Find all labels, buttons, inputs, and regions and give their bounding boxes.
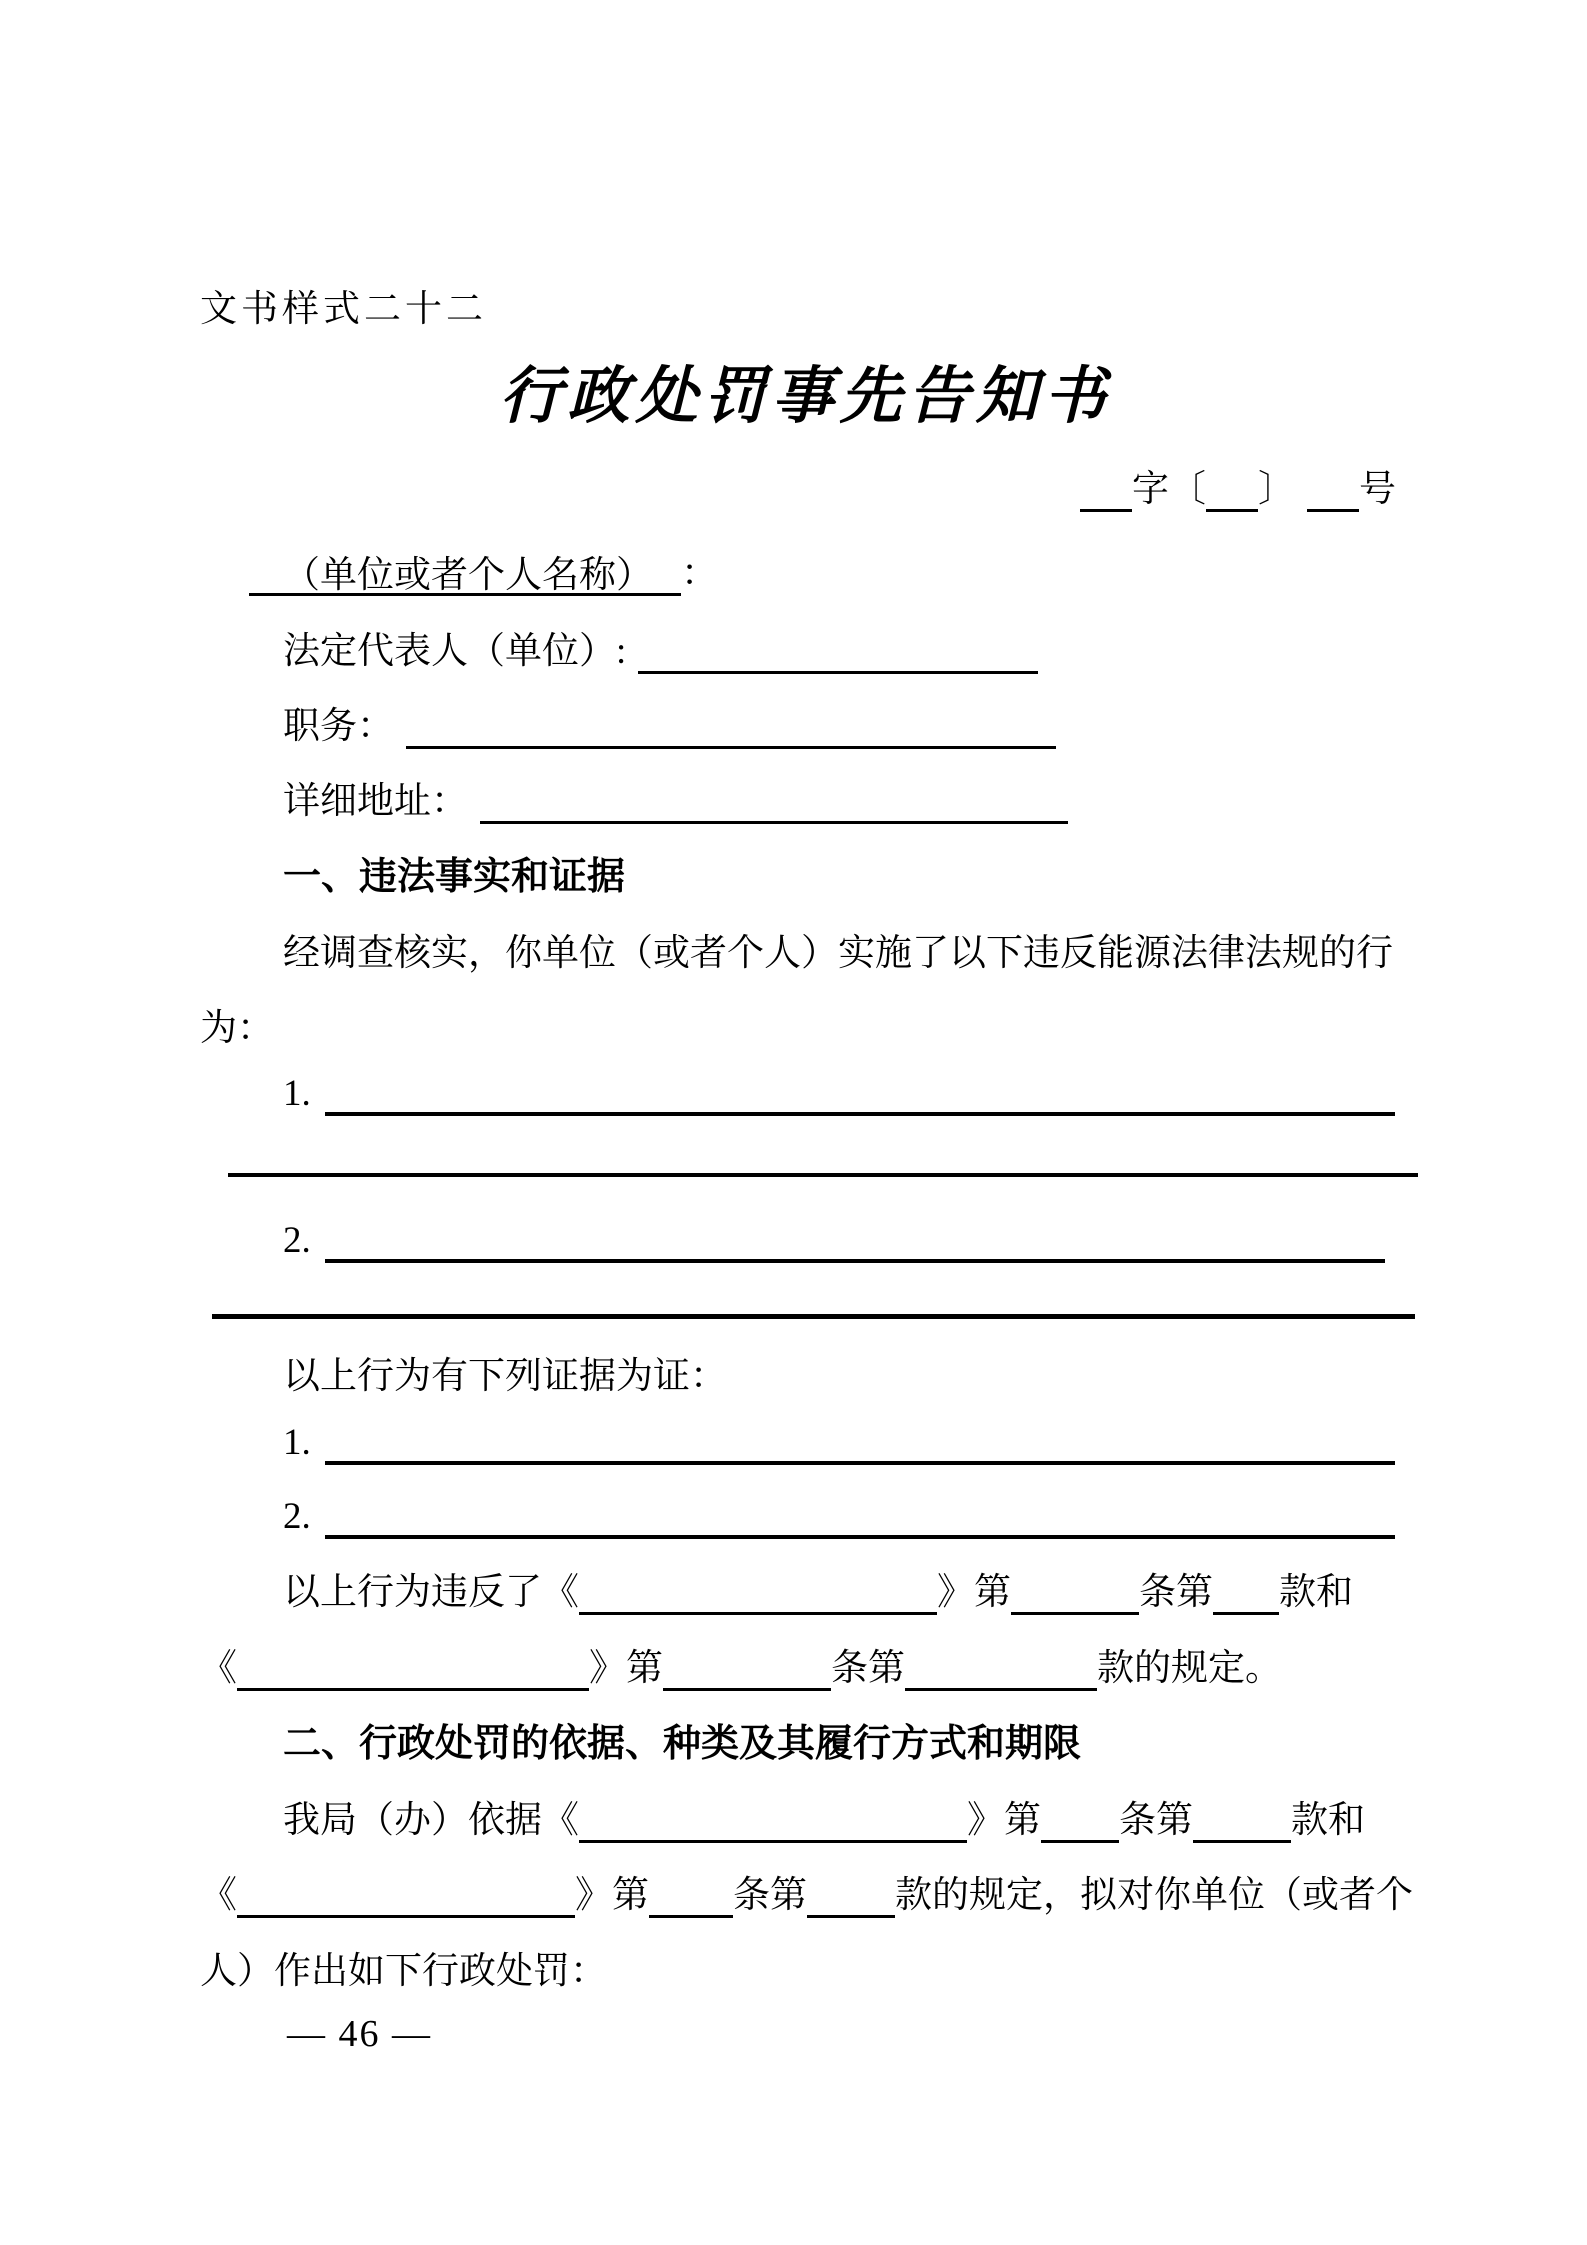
penalty-basis-l1-text3: 条第 [1119, 1800, 1193, 1841]
evidence-item-1 [283, 1421, 1395, 1465]
violated-law-article-blank-1 [1011, 1575, 1139, 1615]
legal-rep-label: 法定代表人（单位）: [283, 631, 627, 672]
doc-number-prefix-blank [1080, 472, 1132, 512]
penalty-basis-l1-text1: 我局（办）依据《 [283, 1800, 579, 1841]
penalty-basis-clause-blank-2 [807, 1878, 895, 1918]
position-blank [406, 709, 1056, 749]
doc-number-serial-blank [1307, 472, 1359, 512]
doc-style-label: 文书样式二十二 [200, 289, 487, 330]
section1-intro-line1: 经调查核实，你单位（或者个人）实施了以下违反能源法律法规的行 [283, 933, 1393, 974]
penalty-basis-l1-text2: 》第 [967, 1800, 1041, 1841]
penalty-basis-line-3: 人）作出如下行政处罚： [200, 1951, 607, 1992]
evidence-item-2 [283, 1495, 1395, 1539]
recipient-name-line [249, 552, 718, 596]
doc-number-line [200, 468, 1396, 512]
violated-law-name-blank-2 [237, 1651, 589, 1691]
recipient-name-label: （单位或者个人名称） [249, 554, 681, 596]
violated-law-line-1 [283, 1571, 1353, 1615]
position-label: 职务： [283, 706, 394, 747]
violation-item-2-blank [325, 1223, 1385, 1263]
legal-rep-line [283, 630, 1038, 674]
doc-number-close-bracket: 〕 [1258, 469, 1295, 510]
violated-law-l1-text4: 款和 [1279, 1572, 1353, 1613]
penalty-basis-law-blank-2 [237, 1878, 575, 1918]
address-blank [480, 784, 1068, 824]
violation-item-2 [283, 1219, 1385, 1263]
penalty-basis-l2-text2: 》第 [575, 1875, 649, 1916]
legal-rep-blank [638, 634, 1038, 674]
recipient-name-colon: ： [681, 553, 718, 594]
doc-number-open-bracket: 〔 [1169, 469, 1206, 510]
violation-item-2-continuation-line [212, 1314, 1415, 1319]
violated-law-line-2 [200, 1647, 1282, 1691]
section1-heading: 一、违法事实和证据 [283, 856, 626, 898]
address-line [283, 780, 1068, 824]
penalty-basis-article-blank-1 [1041, 1803, 1119, 1843]
doc-number-zi: 字 [1132, 469, 1169, 510]
violated-law-article-blank-2 [663, 1651, 831, 1691]
doc-number-year-blank [1206, 472, 1258, 512]
violated-law-name-blank-1 [579, 1575, 937, 1615]
violated-law-l2-text1: 《 [200, 1648, 237, 1689]
violation-item-1-continuation-line [228, 1173, 1418, 1177]
doc-number-hao: 号 [1359, 469, 1396, 510]
document-title: 行政处罚事先告知书 [499, 363, 1112, 431]
position-line [283, 705, 1056, 749]
penalty-basis-l1-text4: 款和 [1291, 1800, 1365, 1841]
evidence-intro: 以上行为有下列证据为证： [283, 1356, 727, 1397]
violated-law-l2-text2: 》第 [589, 1648, 663, 1689]
penalty-basis-l2-text4: 款的规定，拟对你单位（或者个 [895, 1875, 1413, 1916]
section1-intro-line2: 为： [200, 1008, 274, 1049]
penalty-basis-line-2 [200, 1874, 1413, 1918]
penalty-basis-article-blank-2 [649, 1878, 733, 1918]
violated-law-clause-blank-1 [1213, 1575, 1279, 1615]
evidence-item-2-blank [325, 1499, 1395, 1539]
penalty-basis-law-blank-1 [579, 1803, 967, 1843]
violated-law-l1-text3: 条第 [1139, 1572, 1213, 1613]
violated-law-l2-text3: 条第 [831, 1648, 905, 1689]
violated-law-l1-text2: 》第 [937, 1572, 1011, 1613]
penalty-basis-l2-text1: 《 [200, 1875, 237, 1916]
violation-item-2-number: 2. [283, 1220, 311, 1261]
violation-item-1-blank [325, 1076, 1395, 1116]
section2-heading: 二、行政处罚的依据、种类及其履行方式和期限 [283, 1723, 1082, 1765]
page-number: — 46 — [287, 2013, 432, 2055]
evidence-item-1-blank [325, 1425, 1395, 1465]
violated-law-l2-text4: 款的规定。 [1097, 1648, 1282, 1689]
evidence-item-1-number: 1. [283, 1422, 311, 1463]
penalty-basis-clause-blank-1 [1193, 1803, 1291, 1843]
violation-item-1 [283, 1072, 1395, 1116]
address-label: 详细地址： [283, 781, 468, 822]
evidence-item-2-number: 2. [283, 1496, 311, 1537]
violated-law-clause-blank-2 [905, 1651, 1097, 1691]
violated-law-l1-text1: 以上行为违反了《 [283, 1572, 579, 1613]
penalty-basis-l2-text3: 条第 [733, 1875, 807, 1916]
violation-item-1-number: 1. [283, 1073, 311, 1114]
penalty-basis-line-1 [283, 1799, 1365, 1843]
